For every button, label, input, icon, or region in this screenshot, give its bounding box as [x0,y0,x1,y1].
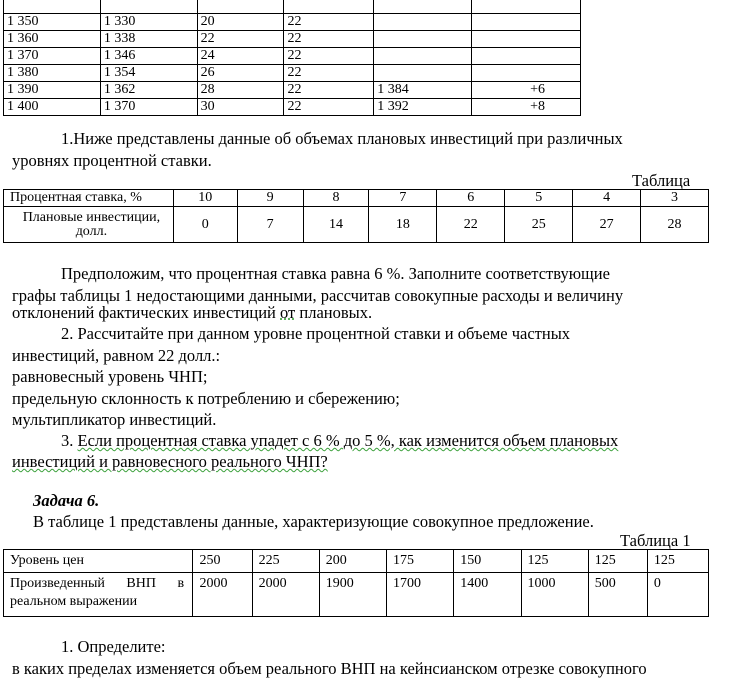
rate-cell: 3 [641,190,709,207]
table-row [4,550,709,573]
table-cell: 1 370 [100,99,197,116]
text-span: плановых. [295,303,373,322]
rate-cell: 8 [303,190,369,207]
paragraph-line: инвестиций, равном 22 долл.: [12,346,221,365]
investment-cell: 22 [437,207,505,243]
gnp-cell: 2000 [193,573,252,617]
table-row [4,190,709,207]
paragraph-line: 2. Рассчитайте при данном уровне процентной ставки и объеме частных [61,324,571,343]
rate-cell: 5 [505,190,573,207]
paragraph-line: равновесный уровень ЧНП; [12,367,208,386]
paragraph-line: 1. Определите: [61,637,166,656]
gnp-label-line2: реальном выражении [10,594,138,609]
table-cell: 30 [197,99,284,116]
table-cell: 1 354 [100,65,197,82]
gnp-cell: 1400 [454,573,521,617]
aggregate-supply-table [3,549,709,617]
table-cell [472,48,581,65]
text-span: Произведенный ВНП в [10,576,185,591]
table-cell: 22 [284,99,374,116]
paragraph-line: Предположим, что процентная ставка равна 6 %. Заполните соответствующие [61,264,610,283]
paragraph-line: предельную склонность к потреблению и сбережению; [12,389,400,408]
table-cell: 22 [284,82,374,99]
rate-cell: 7 [369,190,437,207]
table-cell: 28 [197,82,284,99]
task-title: Задача 6. [33,491,100,510]
price-cell: 250 [193,550,252,573]
paragraph-line: графы таблицы 1 недостающими данными, рассчитав совокупные расходы и величину [12,286,624,305]
table-cell: +8 [472,99,581,116]
table-cell [374,65,472,82]
table-cell: 1 362 [100,82,197,99]
table-cell [374,31,472,48]
table-cell: 1 338 [100,31,197,48]
price-cell: 225 [252,550,319,573]
table-cell: 24 [197,48,284,65]
investment-cell: 0 [173,207,237,243]
paragraph-line [12,302,372,324]
table-cell: +6 [472,82,581,99]
investment-label-line1: Плановые инвестиции, [22,209,161,225]
price-cell: 125 [647,550,708,573]
rate-label: Процентная ставка, % [4,190,174,207]
table-cell [374,14,472,31]
table-row [4,48,581,65]
text-span: отклонений фактических инвестиций [12,303,281,322]
table-cell: 22 [284,65,374,82]
text-span: от [280,303,296,322]
table-row [4,99,581,116]
table-row [4,573,709,617]
table-cell: 22 [284,31,374,48]
table-cell: 22 [284,48,374,65]
table-cell: 1 400 [4,99,101,116]
paragraph-line: уровнях процентной ставки. [12,151,212,170]
text-span: 3. [61,431,78,450]
gnp-cell: 1000 [521,573,588,617]
price-cell: 125 [521,550,588,573]
investment-cell: 18 [369,207,437,243]
table-cell [374,48,472,65]
investment-cell: 7 [237,207,303,243]
rate-cell: 10 [173,190,237,207]
table-cell [472,31,581,48]
table-cell: 1 392 [374,99,472,116]
table-cell: 1 384 [374,82,472,99]
gnp-label [4,573,193,617]
gnp-cell: 0 [647,573,708,617]
table-cell: 1 370 [4,48,101,65]
price-cell: 125 [588,550,647,573]
investment-label-line2: долл. [75,223,108,239]
investment-cell: 25 [505,207,573,243]
table-cell: 22 [197,31,284,48]
paragraph-line: В таблице 1 представлены данные, характеризующие совокупное предложение. [33,512,594,531]
table-cell: 1 390 [4,82,101,99]
table-row [4,207,709,243]
price-label: Уровень цен [4,550,193,573]
investment-cell: 27 [573,207,641,243]
investment-label [4,207,174,243]
price-cell: 200 [319,550,386,573]
rate-cell: 4 [573,190,641,207]
paragraph-line: в каких пределах изменяется объем реального ВНП на кейнсианском отрезке совокупного [12,659,647,678]
rate-cell: 6 [437,190,505,207]
table-cell: 22 [284,14,374,31]
paragraph-line: мультипликатор инвестиций. [12,410,217,429]
price-cell: 150 [454,550,521,573]
table-row [4,65,581,82]
gnp-cell: 1700 [387,573,454,617]
price-cell: 175 [387,550,454,573]
investment-table [3,189,709,243]
table-cell [472,14,581,31]
paragraph-line [61,430,618,452]
gnp-cell: 2000 [252,573,319,617]
table-cell [472,65,581,82]
table-row [4,82,581,99]
investment-cell: 14 [303,207,369,243]
table-cell: 1 330 [100,14,197,31]
table-cell: 1 380 [4,65,101,82]
paragraph-line: 1.Ниже представлены данные об объемах плановых инвестиций при различных [61,129,623,148]
table-cell: 1 360 [4,31,101,48]
investment-cell: 28 [641,207,709,243]
rate-cell: 9 [237,190,303,207]
table-row [4,14,581,31]
table-caption: Таблица 1 [620,531,691,550]
table-cell: 1 346 [100,48,197,65]
table-row [4,0,581,14]
table-caption: Таблица [632,171,691,190]
gnp-cell: 1900 [319,573,386,617]
table-cell: 20 [197,14,284,31]
table-cell: 26 [197,65,284,82]
top-data-table [3,0,581,116]
table-row [4,31,581,48]
text-span: Если процентная ставка упадет с 6 % до 5 %, как изменится объем плановых [77,431,619,450]
gnp-label-line1 [10,575,186,593]
table-cell: 1 350 [4,14,101,31]
paragraph-line: инвестиций и равновесного реального ЧНП? [12,452,328,471]
gnp-cell: 500 [588,573,647,617]
